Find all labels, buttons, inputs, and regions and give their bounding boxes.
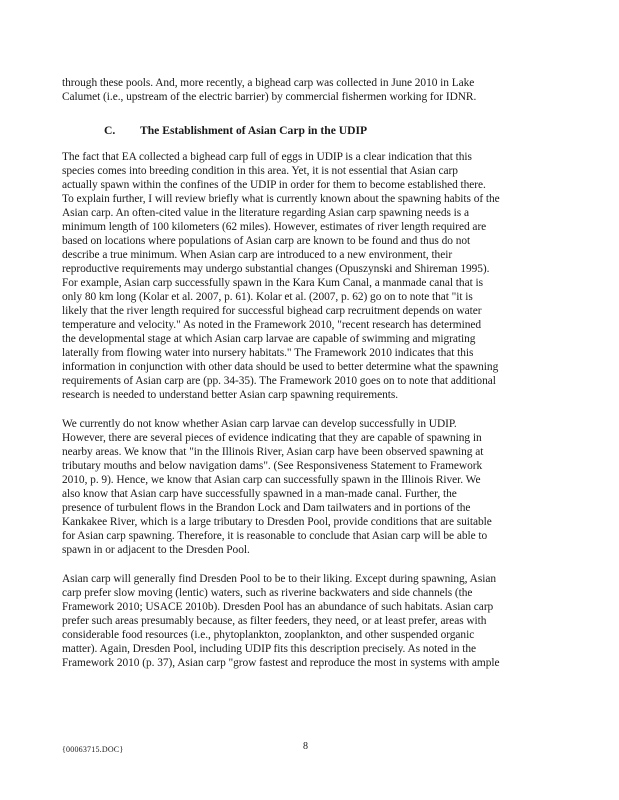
p1-line: Asian carp. An often-cited value in the literature regarding Asian carp spawning needs is a <box>62 207 469 219</box>
p2-line: Kankakee River, which is a large tributary to Dresden Pool, provide conditions that are suitable <box>62 516 492 528</box>
p2-line: also know that Asian carp have successfully spawned in a man-made canal. Further, the <box>62 488 457 500</box>
p1-line: species comes into breeding condition in this area. Yet, it is not essential that Asian carp <box>62 165 458 177</box>
p1-line: For example, Asian carp successfully spawn in the Kara Kum Canal, a manmade canal that is <box>62 277 483 289</box>
intro-line-1: through these pools. And, more recently, a bighead carp was collected in June 2010 in Lake <box>62 77 475 89</box>
p1-line: temperature and velocity." As noted in the Framework 2010, "recent research has determined <box>62 319 482 331</box>
p3-line: considerable food resources (i.e., phytoplankton, zooplankton, and other suspended organic <box>62 629 475 641</box>
intro-line-2: Calumet (i.e., upstream of the electric barrier) by commercial fishermen working for IDNR. <box>62 91 477 103</box>
footer-doc-id: {00063715.DOC} <box>62 745 124 754</box>
p1-line: information in conjunction with other data should be used to better determine what the spawning <box>62 361 499 373</box>
p2-line: We currently do not know whether Asian carp larvae can develop successfully in UDIP. <box>62 418 457 430</box>
p3-line: matter). Again, Dresden Pool, including UDIP fits this description precisely. As noted in the <box>62 643 476 655</box>
p1-line: minimum length of 100 kilometers (62 miles). However, estimates of river length required are <box>62 221 487 233</box>
p2-line: for Asian carp spawning. Therefore, it is reasonable to conclude that Asian carp will be able to <box>62 530 488 542</box>
p3-line: Framework 2010; USACE 2010b). Dresden Pool has an abundance of such habitats. Asian carp <box>62 601 494 613</box>
p2-line: tributary mouths and below navigation dams". (See Responsiveness Statement to Framework <box>62 460 483 472</box>
p1-line: laterally from flowing water into nursery habitats." The Framework 2010 indicates that this <box>62 347 474 359</box>
p1-line: based on locations where populations of Asian carp are known to be found and thus do not <box>62 235 471 247</box>
p1-line: The fact that EA collected a bighead carp full of eggs in UDIP is a clear indication that this <box>62 151 472 163</box>
p1-line: likely that the river length required for successful bighead carp recruitment depends on water <box>62 305 482 317</box>
p1-line: research is needed to understand better Asian carp spawning requirements. <box>62 389 399 401</box>
p2-line: nearby areas. We know that "in the Illinois River, Asian carp have been observed spawning at <box>62 446 484 458</box>
p3-line: Framework 2010 (p. 37), Asian carp "grow fastest and reproduce the most in systems with ample <box>62 657 500 669</box>
page-number: 8 <box>303 741 308 752</box>
p1-line: requirements of Asian carp are (pp. 34-35). The Framework 2010 goes on to note that additional <box>62 375 496 387</box>
p3-line: carp prefer slow moving (lentic) waters, such as riverine backwaters and side channels (the <box>62 587 473 599</box>
p2-line: However, there are several pieces of evidence indicating that they are capable of spawning in <box>62 432 482 444</box>
p1-line: reproductive requirements may undergo substantial changes (Opuszynski and Shireman 1995). <box>62 263 490 275</box>
p2-line: spawn in or adjacent to the Dresden Pool. <box>62 544 250 556</box>
section-number: C. <box>104 124 116 137</box>
p1-line: the developmental stage at which Asian carp larvae are capable of swimming and migrating <box>62 333 476 345</box>
section-title: The Establishment of Asian Carp in the UDIP <box>140 124 368 137</box>
p1-line: To explain further, I will review briefly what is currently known about the spawning habits of the <box>62 193 500 205</box>
p2-line: presence of turbulent flows in the Brandon Lock and Dam tailwaters and in portions of the <box>62 502 471 514</box>
section-heading <box>104 124 367 137</box>
p3-line: Asian carp will generally find Dresden Pool to be to their liking. Except during spawning, Asian <box>62 573 496 585</box>
p2-line: 2010, p. 9). Hence, we know that Asian carp can successfully spawn in the Illinois River. We <box>62 474 481 486</box>
p1-line: describe a true minimum. When Asian carp are introduced to a new environment, their <box>62 249 453 261</box>
p1-line: actually spawn within the confines of the UDIP in order for them to become established there. <box>62 179 486 191</box>
p1-line: only 80 km long (Kolar et al. 2007, p. 61). Kolar et al. (2007, p. 62) go on to note that "it is <box>62 291 473 303</box>
p3-line: prefer such areas presumably because, as filter feeders, they need, or at least prefer, areas with <box>62 615 487 627</box>
